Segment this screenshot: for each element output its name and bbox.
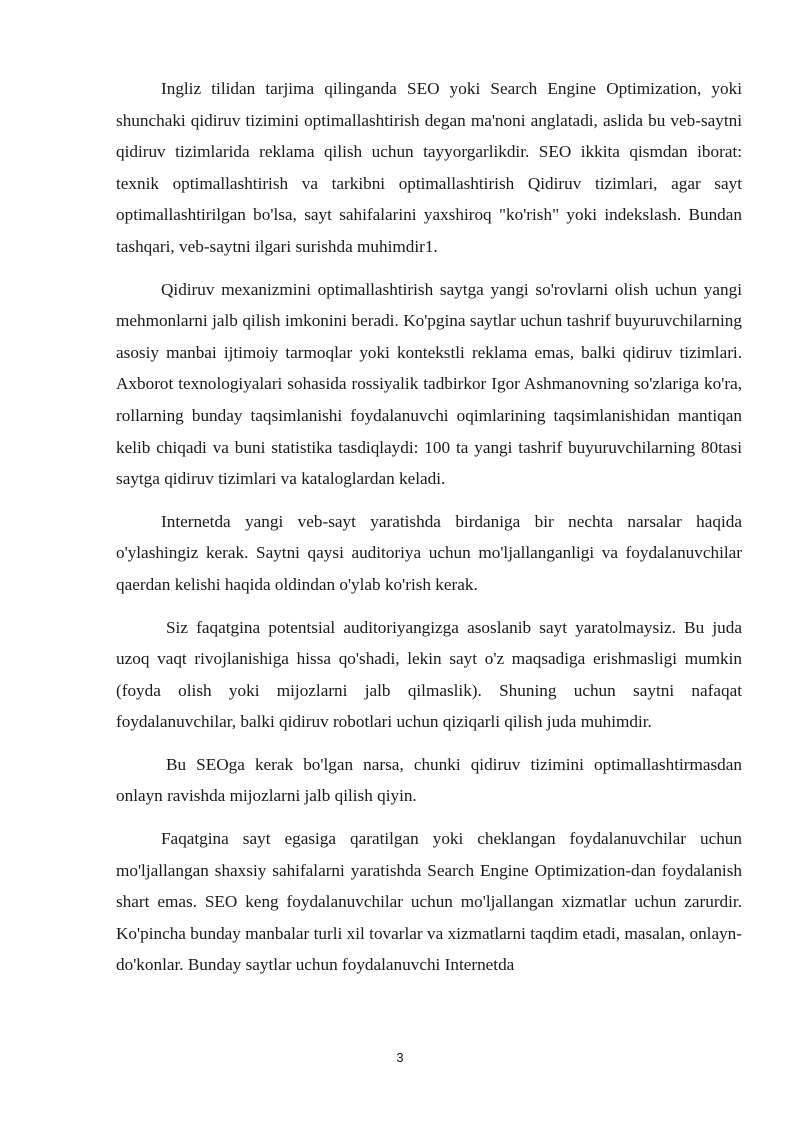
paragraph-5: Bu SEOga kerak bo'lgan narsa, chunki qidiruv tizimini optimallashtirmasdan onlayn ravishda mijozlarni jalb qilish qiyin. xyxy=(116,754,742,806)
paragraph-1: Ingliz tilidan tarjima qilinganda SEO yoki Search Engine Optimization, yoki shunchaki qidiruv tizimini optimallashtirish degan ma'noni anglatadi, aslida bu veb-saytni qidiruv tizimlarida reklama qilish uchun tayyorgarlikdir. SEO ikkita qismdan iborat: texnik optimallashtirish va tarkibni optimallashtirish Qidiruv tizimlari, agar sayt optimallashtirilgan bo'lsa, sayt sahifalarini yaxshiroq "ko'rish" yoki indekslash. Bundan tashqari, veb-saytni ilgari surishda muhimdir1. xyxy=(116,79,742,256)
page-number: 3 xyxy=(396,1050,404,1065)
document-body xyxy=(116,73,742,992)
paragraph-2: Qidiruv mexanizmini optimallashtirish saytga yangi so'rovlarni olish uchun yangi mehmonlarni jalb qilish imkonini beradi. Ko'pgina saytlar uchun tashrif buyuruvchilarning asosiy manbai ijtimoiy tarmoqlar yoki kontekstli reklama emas, balki qidiruv tizimlari. Axborot texnologiyalari sohasida rossiyalik tadbirkor Igor Ashmanovning so'zlariga ko'ra, rollarning bunday taqsimlanishi foydalanuvchi oqimlarining taqsimlanishidan mantiqan kelib chiqadi va buni statistika tasdiqlaydi: 100 ta yangi tashrif buyuruvchilarning 80tasi saytga qidiruv tizimlari va kataloglardan keladi. xyxy=(116,279,742,489)
paragraph-6: Faqatgina sayt egasiga qaratilgan yoki cheklangan foydalanuvchilar uchun mo'ljallangan shaxsiy sahifalarni yaratishda Search Engine Optimization-dan foydalanish shart emas. SEO keng foydalanuvchilar uchun mo'ljallangan xizmatlar uchun zarurdir. Ko'pincha bunday manbalar turli xil tovarlar va xizmatlarni taqdim etadi, masalan, onlayn-do'konlar. Bunday saytlar uchun foydalanuvchi Internetda xyxy=(116,829,742,975)
paragraph-4: Siz faqatgina potentsial auditoriyangizga asoslanib sayt yaratolmaysiz. Bu juda uzoq vaqt rivojlanishiga hissa qo'shadi, lekin sayt o'z maqsadiga erishmasligi mumkin (foyda olish yoki mijozlarni jalb qilmaslik). Shuning uchun saytni nafaqat foydalanuvchilar, balki qidiruv robotlari uchun qiziqarli qilish juda muhimdir. xyxy=(116,617,742,732)
paragraph-3: Internetda yangi veb-sayt yaratishda birdaniga bir nechta narsalar haqida o'ylashingiz kerak. Saytni qaysi auditoriya uchun mo'ljallanganligi va foydalanuvchilar qaerdan kelishi haqida oldindan o'ylab ko'rish kerak. xyxy=(116,511,742,594)
